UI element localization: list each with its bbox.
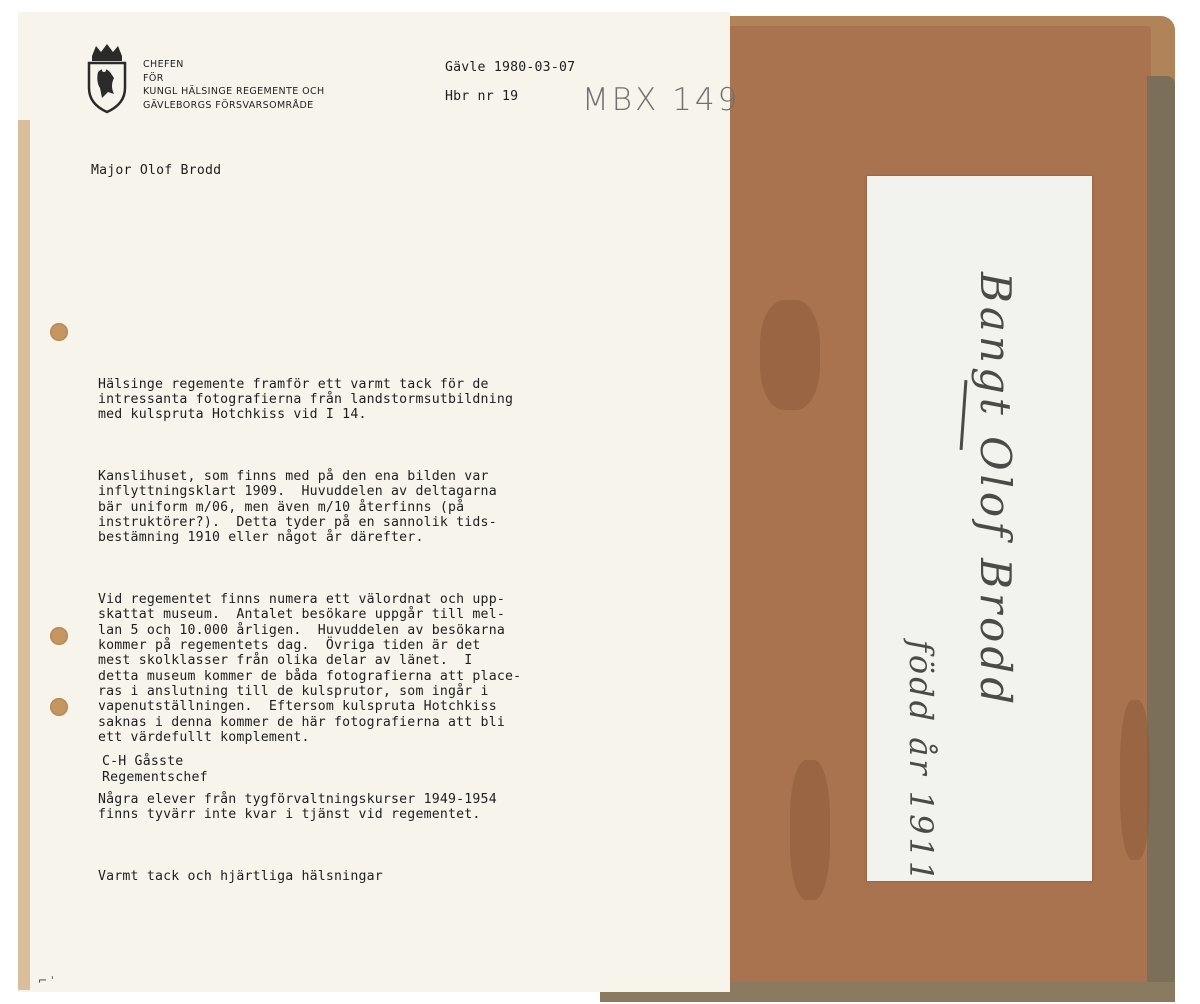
org-line: GÄVLEBORGS FÖRSVARSOMRÅDE: [143, 99, 314, 111]
punch-hole: [50, 627, 68, 645]
recipient-name: Major Olof Brodd: [91, 163, 222, 178]
royal-crest-icon: [84, 42, 130, 114]
punch-hole: [50, 698, 68, 716]
reference-number: Hbr nr 19: [445, 89, 519, 104]
body-paragraph: Vid regementet finns numera ett välordnat och upp- skattat museum. Antalet besökare uppgår till mel- lan 5 och 10.000 årligen. Huvuddelen av besökarna kommer på regementets dag. Övriga tiden är det mest skolklasser från olika delar av länet. I detta museum kommer de båda fotografierna att place- ras i anslutning till de kulsprutor, som ingår i vapenutställningen. Eftersom kulspruta Hotchkiss saknas i denna kommer de här fotografierna att bli ett värdefullt komplement.: [98, 592, 522, 745]
letter-torn-margin: [18, 120, 30, 990]
corner-mark: ⌐ ˈ: [38, 974, 54, 987]
letter-date: Gävle 1980-03-07: [445, 60, 576, 75]
org-line: KUNGL HÄLSINGE REGEMENTE OCH: [143, 86, 325, 98]
handwritten-name: Bangt Olof Brodd: [971, 272, 1020, 709]
org-line: CHEFEN: [143, 59, 184, 70]
archive-stamp: MBX 149: [582, 82, 741, 118]
signer-title: Regementschef: [102, 769, 208, 785]
signature-block: [102, 754, 208, 785]
org-line: FÖR: [143, 72, 164, 84]
body-paragraph: Några elever från tygförvaltningskurser 1949-1954 finns tyvärr inte kvar i tjänst vid regementet.: [98, 791, 497, 823]
handwritten-birth-note: född år 1911: [902, 640, 940, 885]
cardboard-edge: [1147, 76, 1175, 1002]
punch-hole: [50, 323, 68, 341]
body-paragraph: Hälsinge regemente framför ett varmt tack för de intressanta fotografierna från landstormsutbildning med kulspruta Hotchkiss vid I 14.: [98, 376, 514, 423]
water-stain: [1120, 700, 1150, 860]
closing-line: Varmt tack och hjärtliga hälsningar: [98, 868, 383, 884]
water-stain: [790, 760, 830, 900]
sender-organization: [143, 58, 325, 112]
signer-name: C-H Gåsste: [102, 754, 184, 769]
water-stain: [760, 300, 820, 410]
body-paragraph: Kanslihuset, som finns med på den ena bilden var inflyttningsklart 1909. Huvuddelen av deltagarna bär uniform m/06, men även m/10 återfinns (på instruktörer?). Detta tyder på en sannolik tids- bestämning 1910 eller något år därefter.: [98, 469, 497, 546]
letter-body: [98, 346, 558, 916]
